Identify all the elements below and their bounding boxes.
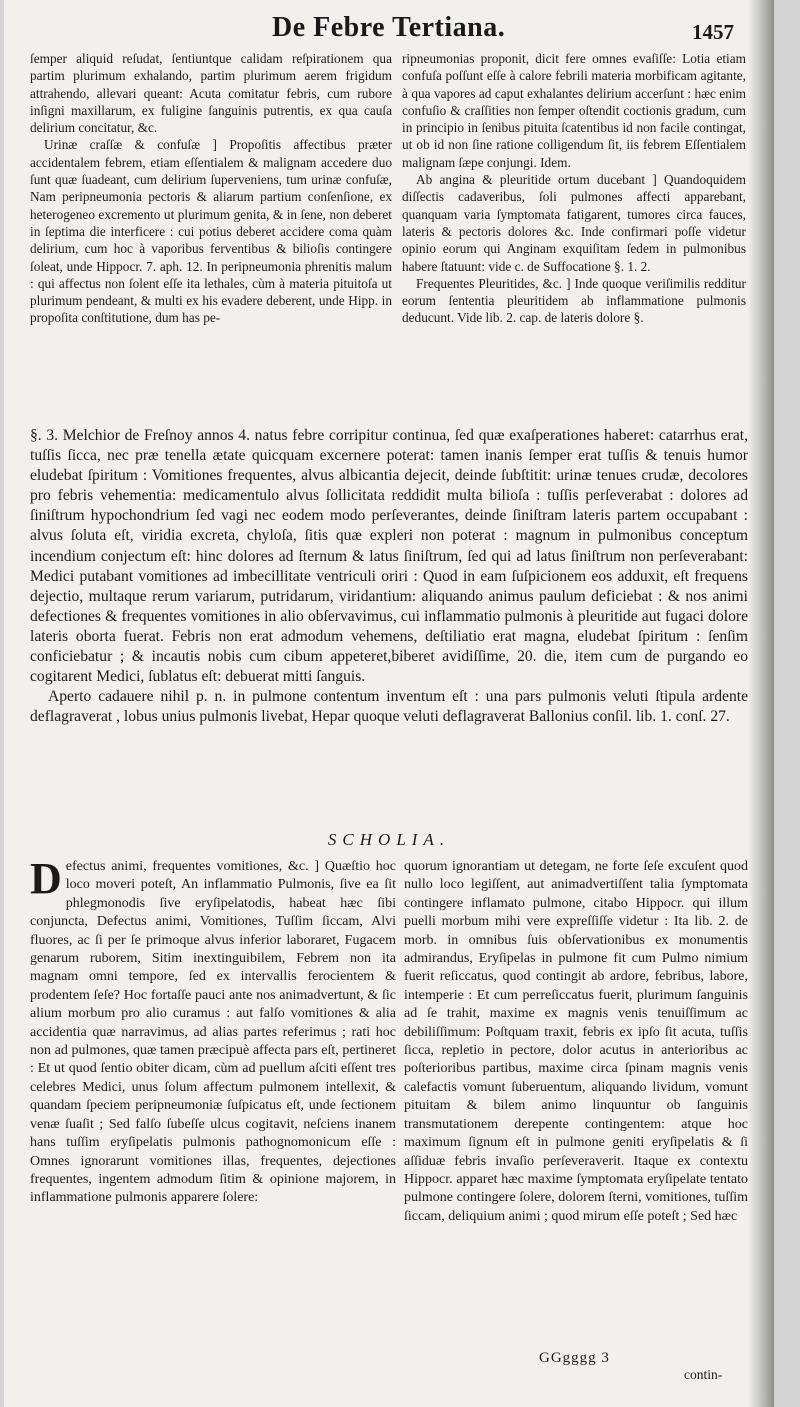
- page-number: 1457: [692, 20, 734, 44]
- scholia-heading: SCHOLIA.: [327, 830, 451, 849]
- case-report-paragraph: Aperto cadauere nihil p. n. in pulmone contentum inventum eſt : una pars pulmonis veluti ſtipula ardente deflagraverat , lobus unius pulmonis livebat, Hepar quoque veluti deflagraverat Ballonius conſil. lib. 1. conſ. 27.: [30, 688, 748, 726]
- catchword: contin-: [684, 1367, 723, 1382]
- drop-capital: D: [30, 854, 62, 903]
- running-title: De Febre Tertiana.: [272, 12, 506, 43]
- commentary-paragraph: Ab angina & pleuritide ortum ducebant ] Quandoquidem diſſectis cadaveribus, ſoli pulmones affecti apparebant, quanquam varia ſymptomata fatigarent, tumores circa fauces, lateris & pectoris dolores &c. Inde confirmari poſſe videtur opinio eorum qui Anginam exquiſitam ſedem in pulmonibus habere ſtatuunt: vide c. de Suffocatione §. 1. 2.: [402, 172, 746, 274]
- book-page: [4, 0, 774, 1407]
- scholia-paragraph: quorum ignorantiam ut detegam, ne forte ſeſe excuſent quod nullo loco legiſſent, aut animadvertiſſent talia ſymptomata contingere inflamato pulmone, citabo Hippocr. qui illum puelli morbum mihi vere expreſſiſſe videtur : Ita lib. 2. de morb. in omnibus ſuis obſervationibus ex monumentis admirandus, Eryſipelas in pulmone fit cum Pulmo nimium fuerit reſiccatus, quod contingit ab ardore, febribus, labore, intemperie : Et cum perreſiccatus fuerit, plurimum ſanguinis ad ſe trahit, maxime ex magnis venis tenuiſſimum ac debiliſſimum: Poſtquam traxit, febris ex ipſo ſit acuta, tuſſis ſicca, repletio in pectore, dolor acutus in anterioribus ac poſterioribus partibus, maxime circa ſpinam magnis venis calefactis vomunt ſuberuentum, aliquando lividum, vomunt pituitam & bilem animo linquuntur ob ſanguinis transmutationem derepente contingentem: atque hoc maximum ſignum eſt in pulmone geniti eryſipelatis & ſi aſſiduæ febris invaſio perſeveraverit. Itaque ex contextu Hippocr. apparet hæc maxime ſymptomata eryſipelate tentato pulmone contingere ſolere, dolorem ſterni, vomitiones, tuſſim ſiccam, deliquium animi ; quod mirum eſſe poteſt ; Sed hæc: [404, 859, 748, 1224]
- signature-mark: GGgggg 3: [539, 1350, 610, 1366]
- case-report-paragraph: §. 3. Melchior de Freſnoy annos 4. natus febre corripitur continua, ſed quæ exaſperationes haberet: catarrhus erat, tuſſis ſicca, nec præ tenella ætate quicquam excernere poterat: tamen inanis ſemper erat tuſſis & tenuis humor eludebat ſpiritum : Vomitiones frequentes, alvus albicantia dejecit, deinde ſubſtitit: urinæ tenues crudæ, decolores pro febris vehementia: medicamentulo alvus ſollicitata reddidit multa bilioſa : tuſſis perſeverabat : dolores ad ſiniſtrum hypochondrium ſed vagi nec eodem modo perſeverantes, deinde ſiniſtram lateris partem occupabant : alvus ſoluta eſt, viridia excreta, chyloſa, ſitis quæ expleri non poterat : magnum in pulmonibus conceptum incendium conjectum eſt: hinc dolores ad ſternum & latus ſiniſtrum, ſed qui ad latus ſiniſtrum non perſeverabant: Medici putabant vomitiones ad imbecillitate ventriculi oriri : Quod in eam ſuſpicionem eos adduxit, eſt frequens dejectio, multaque rerum variarum, putridarum, viridantium: aliquando animus paulum deficiebat : & nos animi defectiones & frequentes vomitiones in alio obſervavimus, cui inflammatio pulmonis à pleuritide aut fugaci dolore lateris oborta fuerat. Febris non erat admodum vehemens, deſtiliatio erat magna, eludebat ſpiritum : ſenſim conficiebatur ; & incautis nobis cum cibum appeteret,biberet avidiſſime, 20. die, item cum de purgando eo cogitarent Medici, ſublatus eſt: debuerat mitti ſanguis.: [30, 427, 748, 686]
- commentary-paragraph: ſemper aliquid reſudat, ſentiuntque calidam reſpirationem qua partim plurimum exhalando, partim plurimum aerem frigidum attrahendo, allevari queant: Acuta comitatur febris, cum rubore inſigni maxillarum, ex fuligine ſanguinis putrentis, ex qua cauſa delirium concitatur, &c.: [30, 51, 392, 136]
- page-gutter-shadow: [748, 0, 774, 1407]
- commentary-column-right: [402, 50, 746, 327]
- scholia-paragraph: efectus animi, frequentes vomitiones, &c. ] Quæſtio hoc loco moveri poteſt, An inflammatio Pulmonis, ſive ea ſit phlegmonodis ſive eryſipelatodis, habeat hæc ſibi conjuncta, Defectus animi, Vomitiones, Tuſſim ſiccam, Alvi fluores, ac ſi per ſe primoque alvus inferior laboraret, Fugacem genarum ruborem, Sitim inextinguibilem, Febrem non ita magnam omni tempore, ſed ex intervallis ferocientem & prodentem ſeſe? Hoc fortaſſe pauci ante nos animadvertunt, & ſic alium morbum pro alio curamus : aut falſo vomitiones & alia accidentia quæ narravimus, ad alias partes referimus ; rati hoc non ad pulmones, quæ tamen præcipuè affecta pars eſt, pertineret : Et ut quod ſentio obiter dicam, cùm ad puellum aſciti eſſent tres celebres Medici, unus ſolum affectum pulmonem intellexit, & quandam ſpeciem peripneumoniæ ſuſpicatus eſt, unde ſectionem venæ ſuaſit ; Sed falſo ſubeſſe ulcus cogitavit, neſciens inanem hans tuſſim eryſipelatis pulmonis pathognomonicum eſſe : Omnes ignorarunt vomitiones illas, frequentes, dejectiones frequentes, ingentem admodum ſitim & opinione majorem, in inflammatione pulmonis apparere ſolere:: [30, 859, 396, 1206]
- page-header: [4, 8, 774, 48]
- scholia-column-left: [30, 854, 396, 1208]
- commentary-column-left: [30, 50, 392, 327]
- commentary-paragraph: ripneumonias proponit, dicit fere omnes evaſiſſe: Lotia etiam confuſa poſſunt eſſe à calore febrili materia morbificam agitante, à qua vapores ad caput exhalantes delirium accerſunt : hæc enim confuſio & craſſities non ſemper oſtendit coctionis gradum, cum in principio in ſenibus pituita ſcatentibus id non facile contingat, ut ob id non ſine ratione colligendum ſit, iis febrem Eſſentialem malignam ſæpe conjungi. Idem.: [402, 51, 746, 170]
- scholia-column-right: [404, 858, 748, 1226]
- commentary-paragraph: Urinæ craſſæ & confuſæ ] Propoſitis affectibus præter accidentalem febrem, etiam eſſentialem & malignam accedere duo ſunt quæ ſuadeant, cum delirium ſuperveniens, tum urinæ confuſæ, Nam peripneumonia pectoris & aliarum partium conſenſione, ex heterogeneo excremento ut plurimum genita, & in ſene, non deberet in ſeptima die interficere : cui potius deberet accidere coma quàm delirium, cum hoc à vaporibus ferventibus & bilioſis contingere ſoleat, unde Hippocr. 7. aph. 12. In peripneumonia phrenitis malum : qui affectus non ſolent eſſe ita lethales, cùm à materia pituitoſa ut plurimum pendeant, & multi ex his evadere deberent, unde Hipp. in propoſita conſtitutione, dum has pe-: [30, 137, 392, 326]
- commentary-paragraph: Frequentes Pleuritides, &c. ] Inde quoque veriſimilis redditur eorum ſententia pleuritidem ab inflammatione pulmonis deducunt. Vide lib. 2. cap. de lateris dolore §.: [402, 275, 746, 326]
- case-report-block: [30, 426, 748, 727]
